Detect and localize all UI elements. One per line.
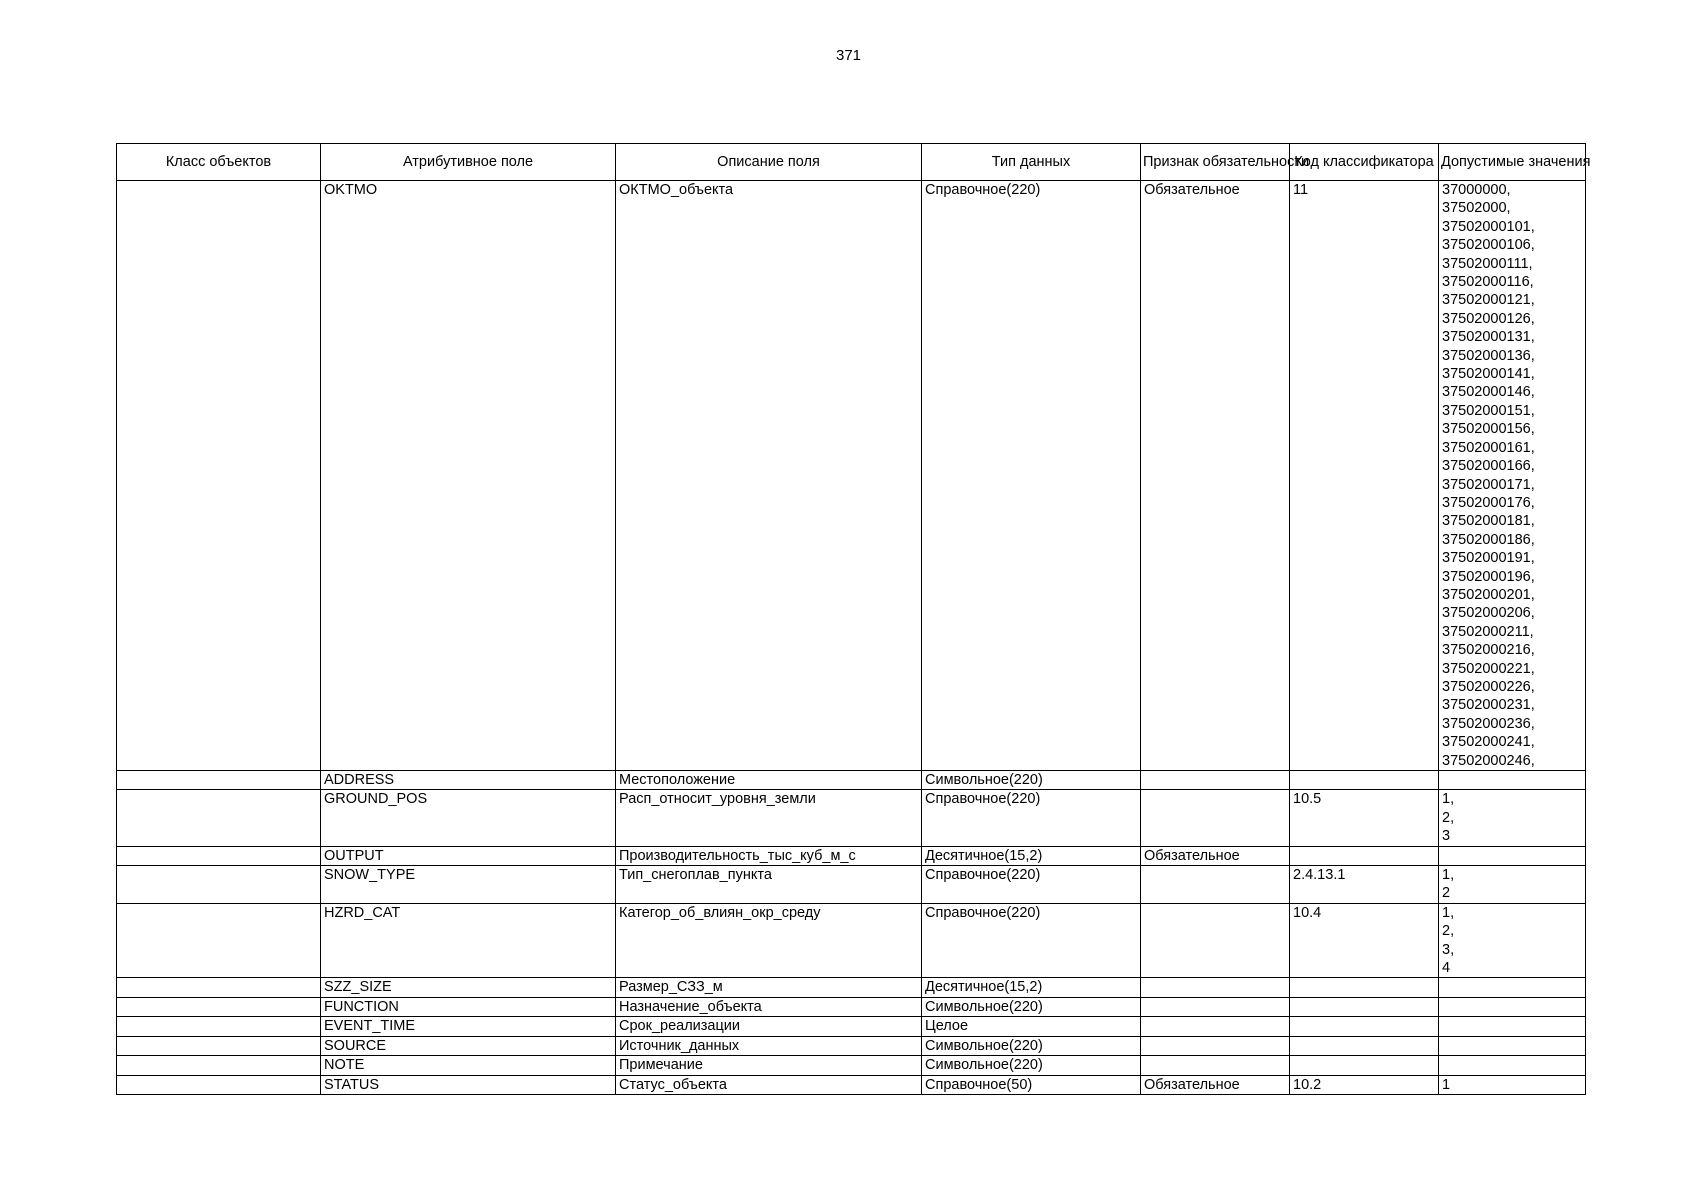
- field-description-cell: Местоположение: [616, 771, 922, 790]
- header-allowed-values: Допустимые значения: [1439, 144, 1586, 181]
- header-data-type: Тип данных: [922, 144, 1141, 181]
- allowed-values-cell: [1439, 997, 1586, 1016]
- attribute-field-cell: ADDRESS: [321, 771, 616, 790]
- allowed-value: 37502000231,: [1442, 697, 1535, 714]
- allowed-value: 37502000186,: [1442, 531, 1535, 548]
- attribute-field-cell: GROUND_POS: [321, 790, 616, 846]
- data-type-cell: Символьное(220): [922, 771, 1141, 790]
- allowed-value: 37502000116,: [1442, 274, 1534, 291]
- allowed-value: 1,: [1442, 867, 1455, 884]
- allowed-value: 4: [1442, 960, 1451, 977]
- allowed-value: 37502000106,: [1442, 237, 1535, 254]
- data-type-cell: Целое: [922, 1017, 1141, 1036]
- object-class-cell: [117, 997, 321, 1016]
- allowed-value: 37502000241,: [1442, 734, 1535, 751]
- allowed-value: 1: [1442, 1076, 1451, 1093]
- classifier-code-cell: 11: [1290, 181, 1439, 771]
- data-type-cell: Справочное(220): [922, 903, 1141, 978]
- allowed-value: 37502000236,: [1442, 715, 1535, 732]
- attribute-field-cell: SOURCE: [321, 1036, 616, 1055]
- field-description-cell: Производительность_тыс_куб_м_с: [616, 846, 922, 865]
- field-description-cell: Источник_данных: [616, 1036, 922, 1055]
- allowed-value: 37502000131,: [1442, 329, 1535, 346]
- required-flag-cell: [1141, 866, 1290, 904]
- field-description-cell: Категор_об_влиян_окр_среду: [616, 903, 922, 978]
- data-type-cell: Справочное(220): [922, 790, 1141, 846]
- required-flag-cell: [1141, 790, 1290, 846]
- required-flag-cell: Обязательное: [1141, 846, 1290, 865]
- allowed-value: 37502000246,: [1442, 752, 1535, 769]
- header-object-class: Класс объектов: [117, 144, 321, 181]
- allowed-value: 37502000206,: [1442, 605, 1535, 622]
- table-row: [117, 1056, 1586, 1075]
- data-type-cell: Десятичное(15,2): [922, 846, 1141, 865]
- allowed-value: 37502000166,: [1442, 458, 1535, 475]
- allowed-value: 2: [1442, 885, 1451, 902]
- required-flag-cell: [1141, 978, 1290, 997]
- object-class-cell: [117, 771, 321, 790]
- allowed-value: 1,: [1442, 904, 1455, 921]
- data-type-cell: Десятичное(15,2): [922, 978, 1141, 997]
- table-row: [117, 790, 1586, 846]
- attribute-table: [116, 143, 1591, 1095]
- table-row: [117, 903, 1586, 978]
- table-row: [117, 181, 1586, 771]
- allowed-values-cell: [1439, 181, 1586, 771]
- classifier-code-cell: [1290, 1017, 1439, 1036]
- object-class-cell: [117, 1056, 321, 1075]
- attribute-field-cell: SZZ_SIZE: [321, 978, 616, 997]
- allowed-value: 37502000156,: [1442, 421, 1535, 438]
- field-description-cell: Примечание: [616, 1056, 922, 1075]
- allowed-values-cell: [1439, 846, 1586, 865]
- table-row: [117, 1036, 1586, 1055]
- allowed-value: 37502000141,: [1442, 366, 1535, 383]
- data-type-cell: Справочное(220): [922, 866, 1141, 904]
- classifier-code-cell: [1290, 997, 1439, 1016]
- allowed-value: 37502000,: [1442, 200, 1511, 217]
- allowed-value: 37000000,: [1442, 182, 1511, 198]
- classifier-code-cell: [1290, 978, 1439, 997]
- allowed-value: 3,: [1442, 941, 1455, 958]
- required-flag-cell: [1141, 1036, 1290, 1055]
- header-row: [117, 144, 1586, 181]
- data-type-cell: Символьное(220): [922, 997, 1141, 1016]
- field-description-cell: Размер_СЗЗ_м: [616, 978, 922, 997]
- object-class-cell: [117, 1036, 321, 1055]
- field-description-cell: Тип_снегоплав_пункта: [616, 866, 922, 904]
- required-flag-cell: Обязательное: [1141, 181, 1290, 771]
- header-classifier-code: Код классификатора: [1290, 144, 1439, 181]
- table-row: [117, 866, 1586, 904]
- allowed-values-cell: [1439, 771, 1586, 790]
- table-header: [117, 144, 1591, 181]
- allowed-value: 37502000201,: [1442, 586, 1535, 603]
- required-flag-cell: [1141, 997, 1290, 1016]
- allowed-values-cell: [1439, 866, 1586, 904]
- object-class-cell: [117, 978, 321, 997]
- table-row: [117, 978, 1586, 997]
- field-description-cell: Расп_относит_уровня_земли: [616, 790, 922, 846]
- attribute-field-cell: EVENT_TIME: [321, 1017, 616, 1036]
- header-field-description: Описание поля: [616, 144, 922, 181]
- table-body: [117, 181, 1586, 1095]
- header-required-flag: Признак обязательности: [1141, 144, 1290, 181]
- table-row: [117, 846, 1586, 865]
- required-flag-cell: [1141, 903, 1290, 978]
- attribute-field-cell: NOTE: [321, 1056, 616, 1075]
- object-class-cell: [117, 790, 321, 846]
- allowed-value: 37502000111,: [1442, 255, 1533, 272]
- table-row: [117, 997, 1586, 1016]
- table-row: [117, 1017, 1586, 1036]
- classifier-code-cell: [1290, 1056, 1439, 1075]
- allowed-value: 37502000171,: [1442, 476, 1535, 493]
- allowed-value: 2,: [1442, 923, 1455, 940]
- required-flag-cell: [1141, 1017, 1290, 1036]
- attribute-field-cell: HZRD_CAT: [321, 903, 616, 978]
- allowed-value: 37502000221,: [1442, 660, 1535, 677]
- attribute-field-cell: STATUS: [321, 1075, 616, 1094]
- required-flag-cell: Обязательное: [1141, 1075, 1290, 1094]
- classifier-code-cell: 10.2: [1290, 1075, 1439, 1094]
- classifier-code-cell: 2.4.13.1: [1290, 866, 1439, 904]
- allowed-value: 37502000226,: [1442, 678, 1535, 695]
- allowed-value: 37502000101,: [1442, 218, 1535, 235]
- allowed-value: 37502000126,: [1442, 310, 1535, 327]
- field-description-cell: Назначение_объекта: [616, 997, 922, 1016]
- allowed-value: 37502000216,: [1442, 642, 1535, 659]
- allowed-values-cell: [1439, 1075, 1586, 1094]
- header-attribute-field: Атрибутивное поле: [321, 144, 616, 181]
- classifier-code-cell: [1290, 846, 1439, 865]
- allowed-value: 3: [1442, 828, 1451, 845]
- allowed-value: 37502000121,: [1442, 292, 1535, 309]
- page-number: 371: [835, 47, 862, 64]
- object-class-cell: [117, 1017, 321, 1036]
- data-type-cell: Символьное(220): [922, 1036, 1141, 1055]
- allowed-values-cell: [1439, 1017, 1586, 1036]
- allowed-values-cell: [1439, 790, 1586, 846]
- allowed-value: 37502000146,: [1442, 384, 1535, 401]
- table-row: [117, 771, 1586, 790]
- allowed-value: 37502000136,: [1442, 347, 1535, 364]
- field-description-cell: Статус_объекта: [616, 1075, 922, 1094]
- attribute-field-cell: SNOW_TYPE: [321, 866, 616, 904]
- allowed-values-cell: [1439, 903, 1586, 978]
- allowed-value: 1,: [1442, 791, 1455, 808]
- allowed-value: 37502000196,: [1442, 568, 1535, 585]
- data-type-cell: Символьное(220): [922, 1056, 1141, 1075]
- object-class-cell: [117, 846, 321, 865]
- table-row: [117, 1075, 1586, 1094]
- allowed-value: 37502000161,: [1442, 439, 1535, 456]
- field-description-cell: ОКТМО_объекта: [616, 181, 922, 771]
- required-flag-cell: [1141, 771, 1290, 790]
- allowed-value: 2,: [1442, 809, 1455, 826]
- allowed-values-cell: [1439, 1056, 1586, 1075]
- attribute-field-cell: FUNCTION: [321, 997, 616, 1016]
- field-description-cell: Срок_реализации: [616, 1017, 922, 1036]
- object-class-cell: [117, 1075, 321, 1094]
- allowed-values-cell: [1439, 978, 1586, 997]
- classifier-code-cell: [1290, 1036, 1439, 1055]
- object-class-cell: [117, 866, 321, 904]
- attribute-field-cell: OUTPUT: [321, 846, 616, 865]
- classifier-code-cell: [1290, 771, 1439, 790]
- object-class-cell: [117, 181, 321, 771]
- data-type-cell: Справочное(220): [922, 181, 1141, 771]
- allowed-value: 37502000176,: [1442, 494, 1535, 511]
- allowed-value: 37502000191,: [1442, 550, 1535, 567]
- classifier-code-cell: 10.5: [1290, 790, 1439, 846]
- allowed-values-cell: [1439, 1036, 1586, 1055]
- allowed-value: 37502000151,: [1442, 402, 1535, 419]
- data-type-cell: Справочное(50): [922, 1075, 1141, 1094]
- classifier-code-cell: 10.4: [1290, 903, 1439, 978]
- attribute-field-cell: OKTMO: [321, 181, 616, 771]
- allowed-value: 37502000211,: [1442, 623, 1534, 640]
- required-flag-cell: [1141, 1056, 1290, 1075]
- object-class-cell: [117, 903, 321, 978]
- allowed-value: 37502000181,: [1442, 513, 1535, 530]
